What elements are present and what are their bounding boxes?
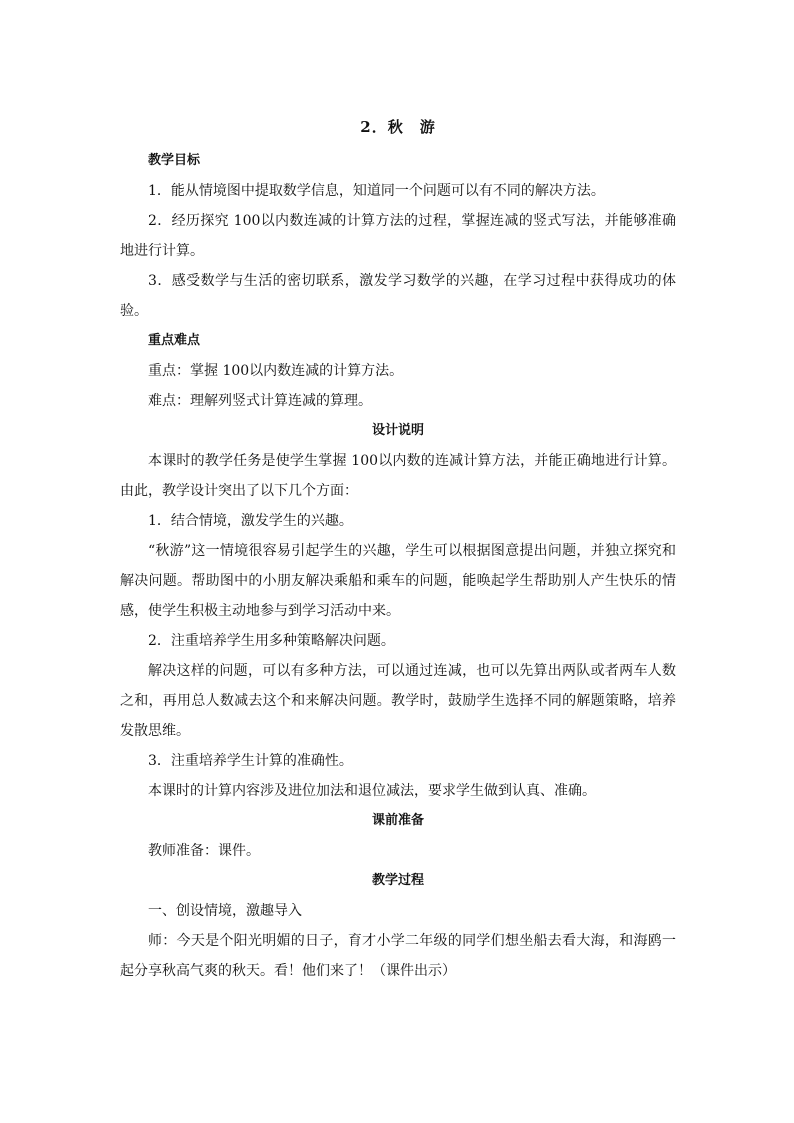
process-heading: 教学过程	[371, 873, 424, 888]
design-point-2-text: 解决这样的问题，可以有多种方法，可以通过连减，也可以先算出两队或者两车人数之和，再用总人数减去这个和来解决问题。教学时，鼓励学生选择不同的解题策略，培养发散思维。	[120, 663, 676, 739]
design-point-1-text: “秋游”这一情境很容易引起学生的兴趣，学生可以根据图意提出问题，并独立探究和解决问题。帮助图中的小朋友解决乘船和乘车的问题，能唤起学生帮助别人产生快乐的情感，使学生积极主动地参与到学习活动中来。	[120, 543, 676, 619]
process-dialogue: 师：今天是个阳光明媚的日子，育才小学二年级的同学们想坐船去看大海，和海鸥一起分享秋高气爽的秋天。看！他们来了！（课件出示）	[120, 933, 676, 979]
difficulty-text: 难点：理解列竖式计算连减的算理。	[148, 393, 372, 409]
preparation-heading: 课前准备	[371, 813, 424, 828]
design-point-3-text: 本课时的计算内容涉及进位加法和退位减法，要求学生做到认真、准确。	[148, 783, 596, 799]
document-page	[120, 112, 676, 986]
design-point-1-title: 1．结合情境，激发学生的兴趣。	[148, 513, 353, 529]
objective-item-1: 1．能从情境图中提取数学信息，知道同一个问题可以有不同的解决方法。	[148, 183, 605, 199]
key-points-heading: 重点难点	[148, 333, 201, 348]
design-point-2-title: 2．注重培养学生用多种策略解决问题。	[148, 633, 395, 649]
objective-item-2: 2．经历探究 100以内数连减的计算方法的过程，掌握连减的竖式写法，并能够准确地进行计算。	[120, 213, 676, 259]
focus-text: 重点：掌握 100以内数连减的计算方法。	[148, 363, 404, 379]
design-heading: 设计说明	[371, 423, 424, 438]
objective-item-3: 3．感受数学与生活的密切联系，激发学习数学的兴趣，在学习过程中获得成功的体验。	[120, 273, 676, 319]
preparation-text: 教师准备：课件。	[148, 843, 260, 859]
design-intro: 本课时的教学任务是使学生掌握 100以内数的连减计算方法，并能正确地进行计算。由此，教学设计突出了以下几个方面：	[120, 453, 676, 499]
page-title: 2．秋 游	[360, 118, 436, 136]
process-step-1: 一、创设情境，激趣导入	[148, 903, 302, 919]
design-point-3-title: 3．注重培养学生计算的准确性。	[148, 753, 353, 769]
objectives-heading: 教学目标	[148, 153, 201, 168]
